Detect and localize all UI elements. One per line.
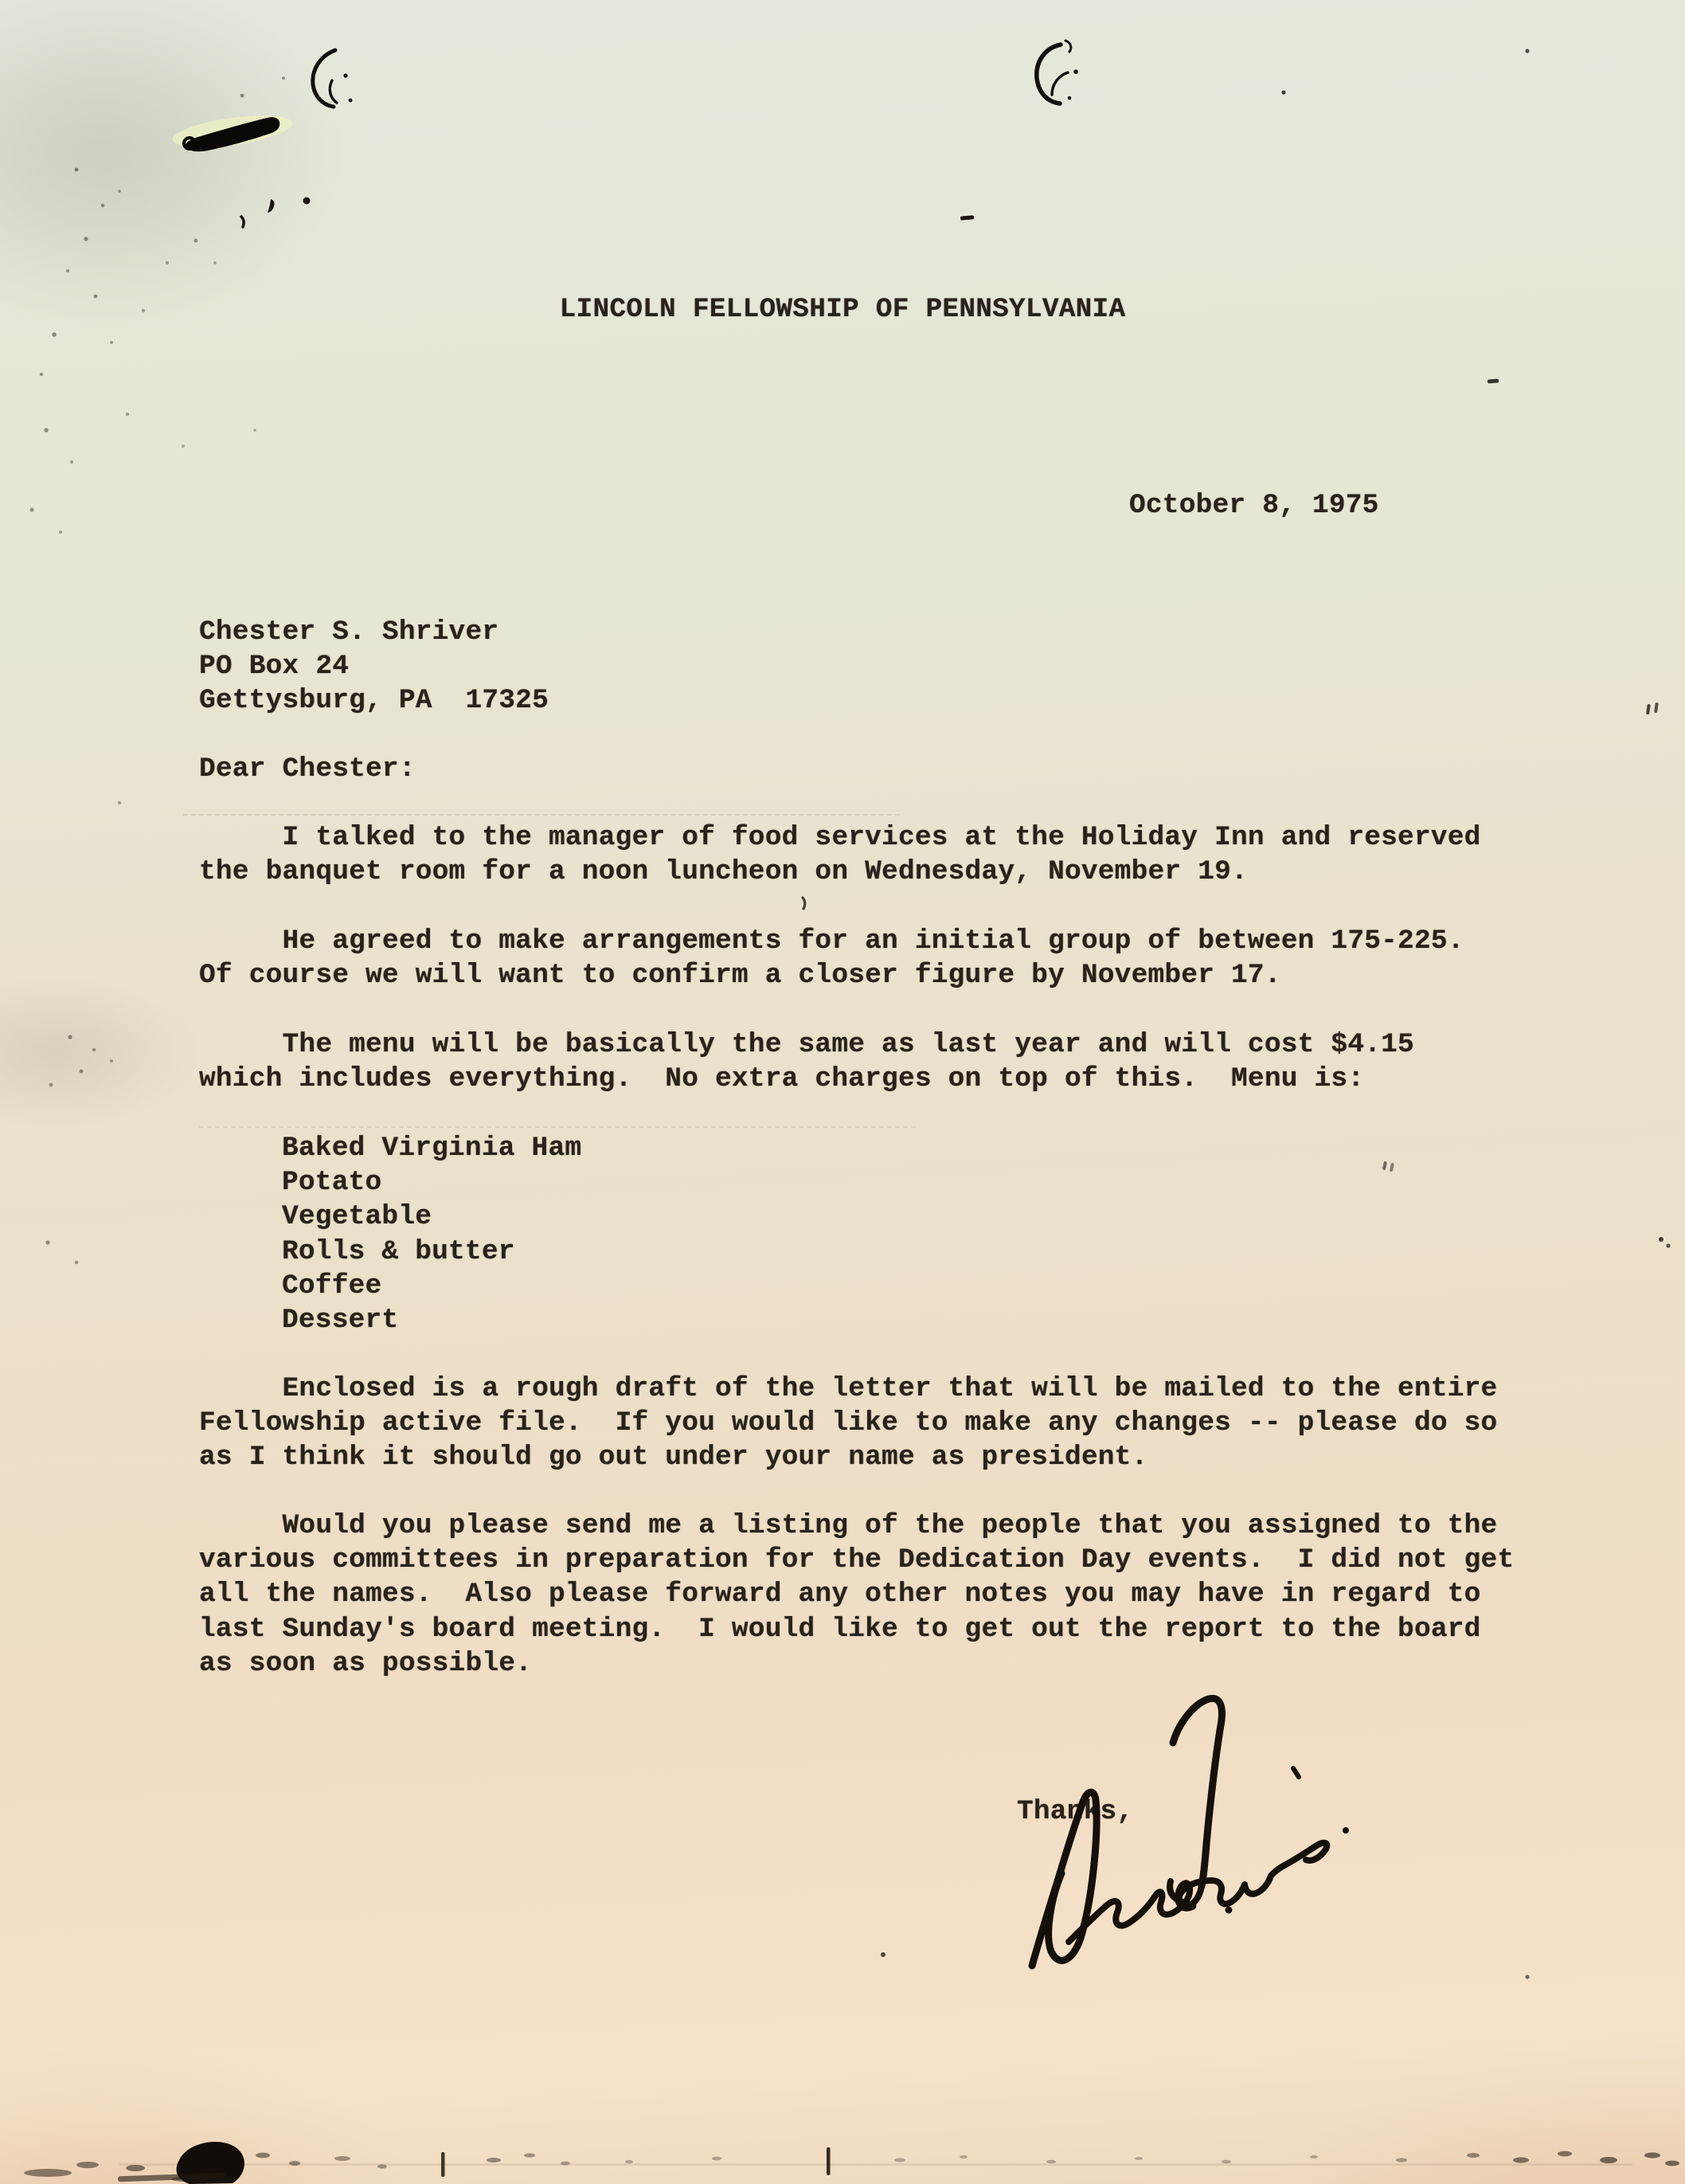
handwritten-signature	[956, 1673, 1473, 2007]
menu-list: Baked Virginia Ham Potato Vegetable Rolls & butter Coffee Dessert	[282, 1133, 582, 1337]
letter-date: October 8, 1975	[1129, 490, 1379, 521]
salutation: Dear Chester:	[199, 753, 416, 785]
signature-end-dot	[1343, 1827, 1349, 1834]
faint-scan-line-1	[183, 814, 900, 816]
paragraph-4: Enclosed is a rough draft of the letter that will be mailed to the entire Fellowship active file. If you would like to make any changes -- please do so as I think it should go out under your name as president.	[199, 1373, 1498, 1474]
signature-period	[1226, 1907, 1233, 1914]
signature-i-accent	[1293, 1768, 1299, 1777]
signature-stroke-dane-d	[1032, 1792, 1097, 1966]
signature-stroke-lewis-l	[1173, 1698, 1222, 1886]
punch-hole-arc-left	[313, 50, 353, 107]
punch-hole-arc-right	[1037, 41, 1530, 104]
paragraph-3: The menu will be basically the same as last year and will cost $4.15 which includes everything. No extra charges on top of this. Menu is:	[199, 1029, 1414, 1095]
closing: Thanks,	[1017, 1796, 1134, 1827]
letterhead-title: LINCOLN FELLOWSHIP OF PENNSYLVANIA	[559, 294, 1126, 325]
paragraph-2: He agreed to make arrangements for an initial group of between 175-225. Of course we will want to confirm a closer figure by November 17.	[199, 926, 1464, 992]
recipient-address: Chester S. Shriver PO Box 24 Gettysburg, PA 17325	[199, 616, 549, 717]
paragraph-5: Would you please send me a listing of the people that you assigned to the various committees in preparation for the Dedication Day events. I did not get all the names. Also please forward any other notes you may have in regard to last Sunday's board meeting. I would like to get out the report to the board as soon as possible.	[199, 1510, 1515, 1679]
bottom-edge-band	[24, 2142, 1679, 2184]
paragraph-1: I talked to the manager of food services at the Holiday Inn and reserved the banquet room for a noon luncheon on Wednesday, November 19.	[199, 822, 1481, 888]
faint-scan-line-2	[199, 1126, 916, 1128]
ink-smudge-mark	[170, 110, 294, 154]
